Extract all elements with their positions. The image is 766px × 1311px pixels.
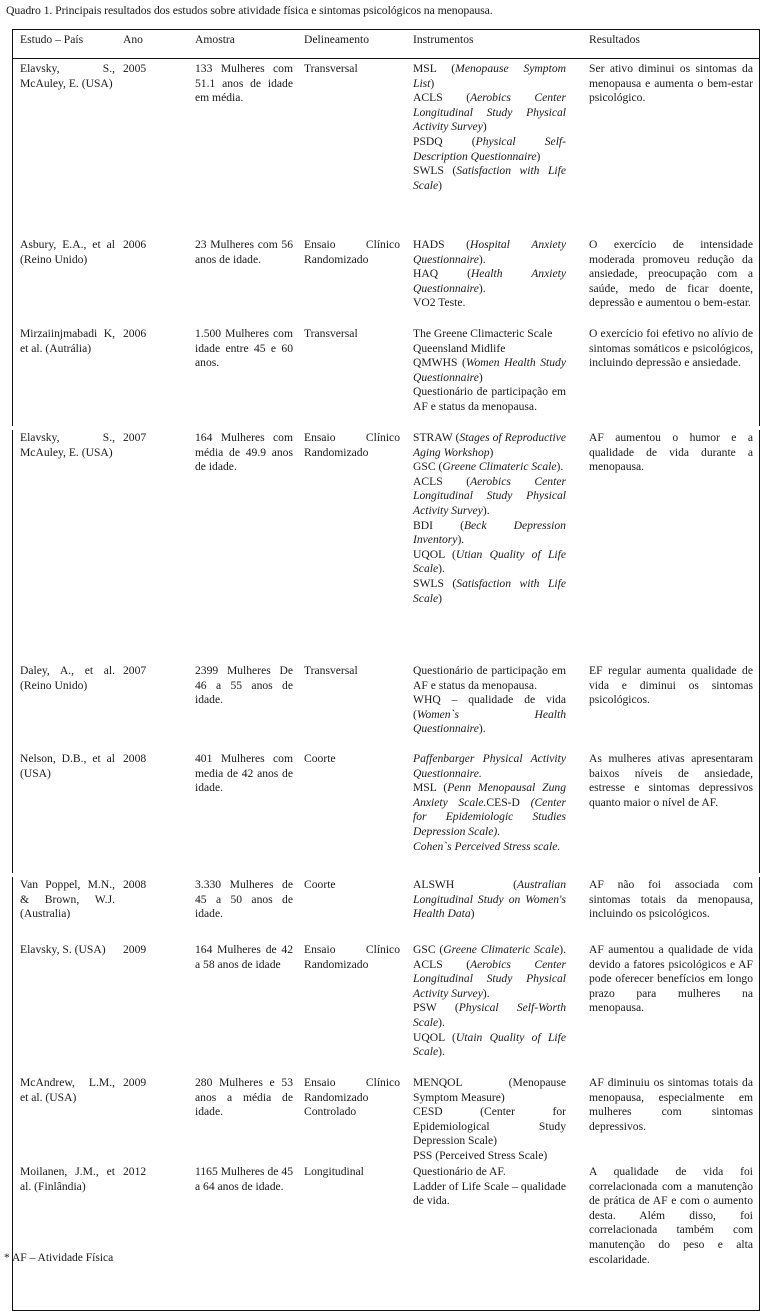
table-row — [13, 749, 759, 875]
cell-delineamento: Coorte — [304, 752, 336, 765]
instrument-entry — [413, 1180, 566, 1209]
cell-instrumentos — [413, 1073, 566, 1164]
header-amostra: Amostra — [195, 33, 235, 46]
instrument-text: ) — [536, 149, 541, 163]
instrument-entry — [413, 1076, 566, 1105]
instrument-name-italic: Greene Climateric Scale — [442, 460, 557, 474]
instrument-text: VO2 Teste. — [413, 296, 466, 310]
instrument-name-italic: Hospital Anxiety Questionnaire — [413, 238, 566, 266]
instrument-entry — [413, 475, 566, 519]
cell-instrumentos — [413, 661, 566, 737]
instrument-text: HADS ( — [413, 238, 470, 251]
instrument-text: MSL ( — [413, 62, 456, 75]
table-body — [13, 59, 759, 1310]
instrument-name-italic: Women Health Study Questionnaire — [413, 356, 566, 384]
cell-amostra: 1165 Mulheres de 45 a 64 anos de idade. — [195, 1165, 293, 1193]
header-delineamento: Delineamento — [304, 33, 370, 46]
instrument-entry — [413, 431, 566, 460]
instrument-text: The Greene Climacteric Scale — [413, 327, 553, 340]
cell-resultados: As mulheres ativas apresentaram baixos níveis de ansiedade, estresse e sintomas depressivos quanto maior o nível de AF. — [589, 752, 753, 809]
instrument-entry — [413, 267, 566, 296]
instrument-text: SWLS ( — [413, 576, 457, 590]
cell-instrumentos — [413, 749, 566, 854]
instrument-name-italic: Penn Menopausal Zung Anxiety Scale. — [413, 781, 566, 809]
instrument-text: PSW ( — [413, 1001, 459, 1015]
instrument-text: SWLS ( — [413, 164, 457, 178]
cell-delineamento: Longitudinal — [304, 1165, 364, 1178]
instrument-entry — [413, 752, 566, 781]
cell-ano: 2008 — [123, 752, 147, 765]
table-row — [13, 428, 759, 661]
cell-resultados: Ser ativo diminui os sintomas da menopausa e aumenta o bem-estar psicológico. — [589, 62, 753, 105]
cell-instrumentos — [413, 235, 566, 311]
instrument-text: QMWHS ( — [413, 356, 466, 370]
table-caption: Quadro 1. Principais resultados dos estudos sobre atividade física e sintomas psicológicos na menopausa. — [6, 3, 493, 17]
instrument-text: ). — [438, 562, 445, 576]
footnote: * AF – Atividade Física — [4, 1252, 114, 1264]
instrument-text: ACLS ( — [413, 474, 471, 488]
instrument-text: ) — [478, 370, 483, 384]
instrument-name-italic: Paffenbarger Physical Activity Questionnaire. — [413, 752, 566, 780]
instrument-entry — [413, 664, 566, 693]
cell-amostra: 3.330 Mulheres de 45 a 50 anos de idade. — [195, 878, 293, 921]
cell-instrumentos — [413, 324, 566, 415]
cell-delineamento: Transversal — [304, 62, 358, 75]
table-row — [13, 59, 759, 235]
instrument-text: ) — [482, 120, 487, 134]
cell-delineamento: Coorte — [304, 878, 336, 891]
instrument-entry — [413, 519, 566, 548]
cell-estudo: Elavsky, S., McAuley, E. (USA) — [20, 431, 115, 459]
cell-ano: 2012 — [123, 1165, 147, 1178]
instrument-text: ) — [430, 76, 435, 90]
instrument-text: HAQ ( — [413, 267, 471, 281]
instrument-name-italic: Physical Self-Description Questionnaire — [413, 134, 566, 163]
instrument-text: UQOL ( — [413, 1030, 456, 1044]
table-row — [13, 661, 759, 749]
cell-instrumentos — [413, 1162, 566, 1209]
instrument-name-italic: Women`s Health Questionnaire — [413, 707, 566, 736]
instrument-text: PSS (Perceived Stress Scale) — [413, 1148, 548, 1162]
header-estudo: Estudo – País — [20, 33, 84, 46]
cell-instrumentos — [413, 875, 566, 922]
instrument-entry — [413, 781, 566, 839]
instrument-text: MSL ( — [413, 781, 448, 795]
instrument-name-italic: Menopause Symptom List — [413, 62, 566, 90]
instrument-text: ). — [482, 986, 490, 1000]
instrument-entry — [413, 1031, 566, 1060]
cell-amostra: 164 Mulheres com média de 49.9 anos de idade. — [195, 431, 293, 474]
cell-estudo: Daley, A., et al. (Reino Unido) — [20, 664, 115, 692]
instrument-entry — [413, 164, 566, 193]
instrument-entry — [413, 385, 566, 414]
cell-ano: 2007 — [123, 664, 147, 677]
cell-delineamento: Ensaio Clínico Randomizado — [304, 431, 400, 459]
instrument-name-italic: Aerobics Center Longitudinal Study Physical Activity Survey — [413, 474, 566, 517]
instrument-text: Questionário de AF. — [413, 1165, 506, 1178]
cell-delineamento: Ensaio Clínico Randomizado Controlado — [304, 1076, 400, 1119]
cell-delineamento: Ensaio Clínico Randomizado — [304, 238, 400, 266]
instrument-name-italic: Satisfaction with Life Scale — [413, 164, 566, 192]
cell-amostra: 133 Mulheres com 51.1 anos de idade em média. — [195, 62, 293, 105]
instrument-text: Questionário de participação em AF e status da menopausa. — [413, 664, 566, 692]
instrument-entry — [413, 296, 566, 311]
cell-instrumentos — [413, 940, 566, 1060]
cell-ano: 2006 — [123, 238, 147, 251]
instrument-text: ) — [438, 178, 442, 192]
cell-amostra: 401 Mulheres com media de 42 anos de idade. — [195, 752, 293, 795]
table-row — [13, 1073, 759, 1162]
cell-delineamento: Ensaio Clínico Randomizado — [304, 943, 400, 971]
instrument-text: PSDQ ( — [413, 134, 476, 148]
header-instrumentos: Instrumentos — [413, 33, 474, 46]
instrument-entry — [413, 943, 566, 1001]
instrument-name-italic: Stages of Reproductive Aging Workshop — [413, 431, 566, 459]
instrument-text: ACLS ( — [413, 91, 471, 105]
cell-estudo: Nelson, D.B., et al (USA) — [20, 752, 115, 780]
instrument-name-italic: Physical Self-Worth Scale — [413, 1001, 566, 1029]
table-row — [13, 875, 759, 940]
instrument-text: Ladder of Life Scale – qualidade de vida. — [413, 1179, 566, 1208]
instrument-entry — [413, 577, 566, 606]
cell-delineamento: Transversal — [304, 327, 358, 340]
instrument-text: Questionário de participação em AF e status da menopausa. — [413, 385, 566, 413]
cell-resultados: AF não foi associada com sintomas totais da menopausa, incluindo os psicológicos. — [589, 878, 753, 921]
cell-estudo: McAndrew, L.M., et al. (USA) — [20, 1076, 115, 1104]
instrument-name-italic: Aerobics Center Longitudinal Study Physical Activity Survey — [413, 957, 566, 1000]
cell-ano: 2009 — [123, 1076, 147, 1089]
instrument-text: BDI ( — [413, 518, 464, 532]
instrument-text: ). — [438, 1015, 445, 1029]
instrument-text: ). — [478, 281, 486, 295]
cell-resultados: AF aumentou a qualidade de vida devido a fatores psicológicos e AF pode oferecer benefícios em longo prazo para mulheres na menopausa. — [589, 943, 753, 1015]
instrument-entry — [413, 135, 566, 164]
instrument-text: WHQ – qualidade de vida ( — [413, 693, 566, 721]
instrument-text: ). — [438, 1045, 445, 1059]
instrument-text: STRAW ( — [413, 431, 460, 444]
instrument-text: ). — [478, 252, 486, 266]
cell-amostra: 164 Mulheres de 42 a 58 anos de idade — [195, 943, 293, 971]
instrument-name-italic: Beck Depression Inventory — [413, 518, 566, 547]
cell-resultados: O exercício de intensidade moderada promoveu redução da ansiedade, preocupação com a saúde, medo de ficar doente, depressão e aumentou o bem-estar. — [589, 238, 753, 310]
table-row — [13, 324, 759, 428]
instrument-entry — [413, 1105, 566, 1149]
instrument-entry — [413, 356, 566, 385]
instrument-text: CES-D — [486, 795, 531, 809]
instrument-entry — [413, 1165, 566, 1180]
cell-amostra: 1.500 Mulheres com idade entre 45 e 60 anos. — [195, 327, 293, 370]
header-resultados: Resultados — [589, 33, 640, 46]
cell-amostra: 23 Mulheres com 56 anos de idade. — [195, 238, 293, 266]
instrument-name-italic: Utian Quality of Life Scale — [413, 547, 567, 576]
cell-amostra: 2399 Mulheres De 46 a 55 anos de idade. — [195, 664, 293, 707]
instrument-name-italic: Health Anxiety Questionnaire — [413, 267, 566, 295]
cell-resultados: AF aumentou o humor e a qualidade de vida durante a menopausa. — [589, 431, 753, 474]
cell-resultados: AF diminuiu os sintomas totais da menopausa, especialmente em mulheres com sintomas depressivos. — [589, 1076, 753, 1133]
table-row — [13, 1162, 759, 1310]
instrument-name-italic: Greene Climateric Scale — [443, 943, 560, 956]
cell-ano: 2009 — [123, 943, 147, 956]
table-header-row — [13, 30, 759, 59]
instrument-text: ). ACLS ( — [413, 943, 566, 971]
instrument-name-italic: Utain Quality of Life Scale — [413, 1030, 567, 1059]
cell-estudo: Moilanen, J.M., et al. (Finlândia) — [20, 1165, 115, 1193]
instrument-name-italic: Aerobics Center Longitudinal Study Physical Activity Survey — [413, 91, 566, 134]
cell-instrumentos — [413, 428, 566, 606]
instrument-name-italic: Satisfaction with Life Scale — [413, 576, 566, 605]
instrument-entry — [413, 91, 566, 135]
instrument-name-italic: (Center for Epidemiologic Studies Depression Scale). — [413, 795, 566, 838]
instrument-entry — [413, 840, 566, 855]
instrument-text: UQOL ( — [413, 547, 456, 561]
header-ano: Ano — [123, 33, 143, 46]
cell-ano: 2007 — [123, 431, 147, 444]
cell-amostra: 280 Mulheres e 53 anos a média de idade. — [195, 1076, 293, 1119]
instrument-text: ) — [470, 907, 475, 921]
instrument-text: Queensland Midlife — [413, 341, 506, 355]
instrument-entry — [413, 342, 566, 357]
instrument-text: GSC ( — [413, 460, 443, 474]
instrument-entry — [413, 62, 566, 91]
table-row — [13, 235, 759, 324]
results-table — [12, 29, 760, 1311]
instrument-text: ). — [457, 533, 465, 547]
instrument-text: MENQOL (Menopause Symptom Measure) — [413, 1076, 566, 1104]
instrument-text: ) — [438, 591, 442, 605]
instrument-entry — [413, 238, 566, 267]
instrument-name-italic: Australian Longitudinal Study on Women's Health Data — [413, 878, 566, 921]
instrument-text: ). — [482, 503, 490, 517]
instrument-entry — [413, 327, 566, 342]
cell-resultados: A qualidade de vida foi correlacionada com a manutenção de prática de AF e com o aumento desta. Além disso, foi correlacionada também com manutenção do peso e alta escolaridade. — [589, 1165, 753, 1266]
cell-estudo: Van Poppel, M.N., & Brown, W.J. (Australia) — [20, 878, 115, 921]
cell-instrumentos — [413, 59, 566, 193]
instrument-entry — [413, 548, 566, 577]
table-row — [13, 940, 759, 1073]
cell-resultados: O exercício foi efetivo no alívio de sintomas somáticos e psicológicos, incluindo depressão e ansiedade. — [589, 327, 753, 370]
instrument-text: ) — [489, 445, 494, 459]
instrument-text: GSC ( — [413, 943, 444, 956]
cell-estudo: Asbury, E.A., et al (Reino Unido) — [20, 238, 115, 266]
instrument-text: CESD (Center for Epidemiological Study Depression Scale) — [413, 1105, 566, 1148]
instrument-text: ALSWH ( — [413, 878, 518, 891]
cell-ano: 2006 — [123, 327, 147, 340]
instrument-name-italic: Cohen`s Perceived Stress scale. — [413, 839, 561, 853]
cell-resultados: EF regular aumenta qualidade de vida e diminui os sintomas psicológicos. — [589, 664, 753, 707]
cell-estudo: Elavsky, S., McAuley, E. (USA) — [20, 62, 115, 90]
cell-delineamento: Transversal — [304, 664, 358, 677]
cell-ano: 2005 — [123, 62, 147, 75]
instrument-text: ). — [556, 460, 564, 474]
instrument-text: ). — [478, 722, 486, 736]
instrument-entry — [413, 878, 566, 922]
instrument-entry — [413, 460, 566, 475]
cell-ano: 2008 — [123, 878, 147, 891]
cell-estudo: Mirzaiinjmabadi K, et al. (Autrália) — [20, 327, 115, 355]
instrument-entry — [413, 1001, 566, 1030]
cell-estudo: Elavsky, S. (USA) — [20, 943, 106, 956]
instrument-entry — [413, 693, 566, 737]
